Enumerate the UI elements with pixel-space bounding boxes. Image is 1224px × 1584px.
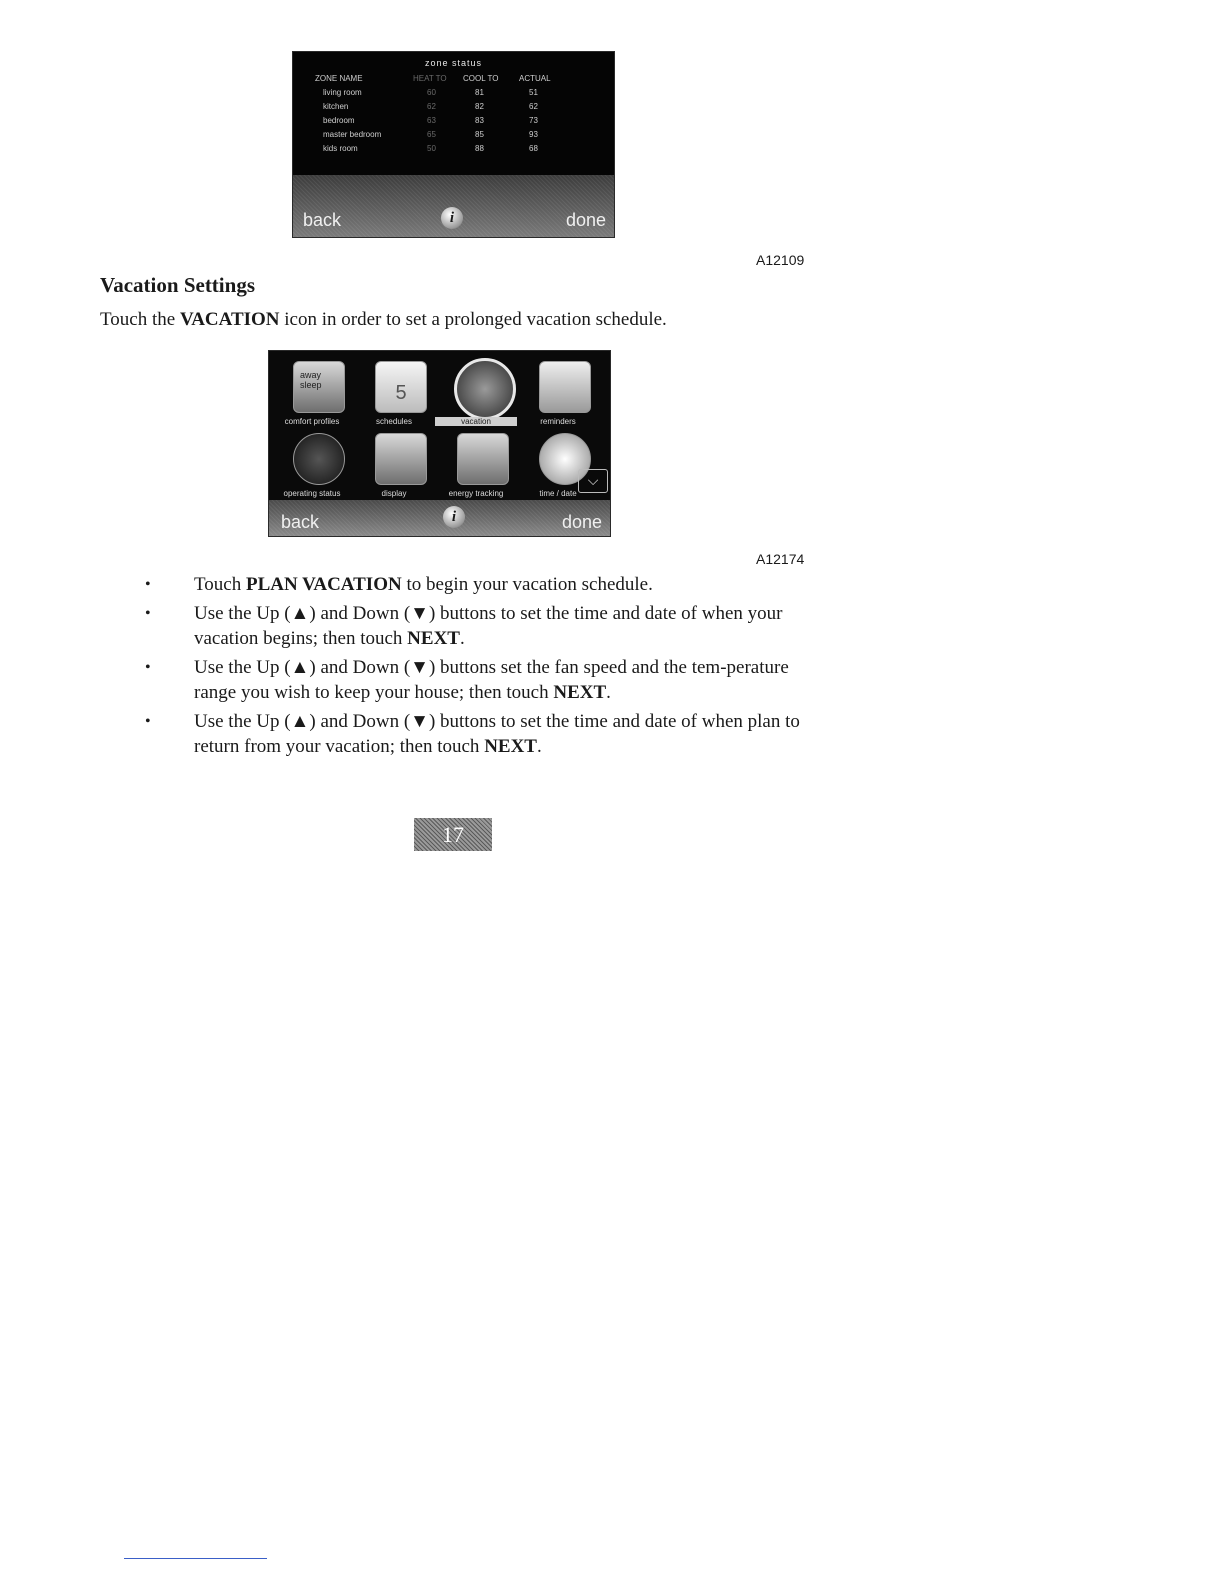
list-item xyxy=(145,601,825,651)
operating-status-button[interactable] xyxy=(271,427,353,502)
info-icon[interactable]: i xyxy=(443,506,465,528)
energy-tracking-button[interactable] xyxy=(435,427,517,502)
comfort-profiles-overlay: away sleep xyxy=(300,370,322,390)
zone-cool-to: 81 xyxy=(475,88,484,97)
zone-actual: 51 xyxy=(529,88,538,97)
display-icon xyxy=(375,433,427,485)
list-item xyxy=(145,655,825,705)
reminders-icon xyxy=(539,361,591,413)
col-header-cool-to: COOL TO xyxy=(463,74,499,83)
intro-text xyxy=(100,309,667,331)
reminders-button[interactable] xyxy=(517,355,599,430)
menu-button-bar xyxy=(269,500,610,536)
intro-prefix: Touch the xyxy=(100,309,180,330)
figure-code: A12109 xyxy=(756,252,805,268)
zone-status-screen xyxy=(292,51,615,238)
zone-name: bedroom xyxy=(323,116,355,125)
step-text: to begin your vacation schedule. xyxy=(401,574,653,595)
zone-status-button-bar xyxy=(293,175,614,237)
zone-cool-to: 82 xyxy=(475,102,484,111)
col-header-zone-name: ZONE NAME xyxy=(315,74,363,83)
step-text: Touch xyxy=(194,574,246,595)
comfort-profiles-icon xyxy=(293,361,345,413)
footer-rule xyxy=(124,1558,267,1559)
intro-keyword: VACATION xyxy=(179,309,280,330)
step-keyword: NEXT xyxy=(553,682,607,703)
gauge-icon xyxy=(293,433,345,485)
zone-cool-to: 83 xyxy=(475,116,484,125)
comfort-profiles-button[interactable] xyxy=(271,355,353,430)
step-keyword: NEXT xyxy=(484,736,537,757)
calendar-icon xyxy=(375,361,427,413)
back-button[interactable]: back xyxy=(303,210,342,230)
step-keyword: PLAN VACATION xyxy=(245,574,402,595)
step-keyword: NEXT xyxy=(407,628,460,649)
step-text: Use the Up (▲) and Down (▼) buttons set the fan speed and the tem-perature range you wish to keep your house; then touch xyxy=(194,657,789,703)
section-heading: Vacation Settings xyxy=(100,273,255,297)
zone-heat-to: 65 xyxy=(427,130,436,139)
list-item xyxy=(145,709,825,759)
zone-heat-to: 60 xyxy=(427,88,436,97)
thermostat-menu-screen xyxy=(268,350,611,537)
zone-name: kitchen xyxy=(323,102,349,111)
palm-tree-icon xyxy=(454,358,516,420)
zone-name: master bedroom xyxy=(323,130,382,139)
menu-label: vacation xyxy=(435,417,517,426)
page-number: 17 xyxy=(414,818,492,851)
info-icon[interactable]: i xyxy=(441,207,463,229)
menu-label: schedules xyxy=(375,417,413,426)
menu-label: comfort profiles xyxy=(284,417,340,426)
zone-actual: 73 xyxy=(529,116,538,125)
zone-heat-to: 50 xyxy=(427,144,436,153)
schedules-button[interactable] xyxy=(353,355,435,430)
zone-actual: 93 xyxy=(529,130,538,139)
step-text: . xyxy=(606,682,611,703)
col-header-actual: ACTUAL xyxy=(519,74,551,83)
display-button[interactable] xyxy=(353,427,435,502)
zone-status-title: zone status xyxy=(424,58,483,68)
menu-label: energy tracking xyxy=(448,489,504,498)
menu-label: operating status xyxy=(283,489,341,498)
menu-label: reminders xyxy=(540,417,576,426)
zone-cool-to: 88 xyxy=(475,144,484,153)
zone-heat-to: 62 xyxy=(427,102,436,111)
intro-suffix: icon in order to set a prolonged vacation schedule. xyxy=(279,309,667,330)
menu-label: time / date xyxy=(539,489,577,498)
vacation-steps-list xyxy=(145,572,825,763)
step-text: . xyxy=(536,736,542,757)
calendar-day: 5 xyxy=(395,382,407,404)
zone-name: kids room xyxy=(323,144,358,153)
col-header-heat-to: HEAT TO xyxy=(413,74,447,83)
more-chevron-icon[interactable]: ⌵ xyxy=(578,469,608,493)
step-text: . xyxy=(459,628,465,649)
menu-label: display xyxy=(381,489,407,498)
step-text: Use the Up (▲) and Down (▼) buttons to set the time and date of when plan to return from your vacation; then touch xyxy=(194,711,800,757)
zone-heat-to: 63 xyxy=(427,116,436,125)
zone-actual: 68 xyxy=(529,144,538,153)
back-button[interactable]: back xyxy=(281,512,320,532)
figure-code: A12174 xyxy=(756,551,805,567)
zone-cool-to: 85 xyxy=(475,130,484,139)
vacation-button[interactable] xyxy=(435,355,517,430)
done-button[interactable]: done xyxy=(561,512,602,532)
list-item xyxy=(145,572,825,597)
done-button[interactable]: done xyxy=(565,210,606,230)
zone-actual: 62 xyxy=(529,102,538,111)
house-chart-icon xyxy=(457,433,509,485)
step-text: Use the Up (▲) and Down (▼) buttons to set the time and date of when your vacation begins; then touch xyxy=(194,603,783,649)
zone-name: living room xyxy=(323,88,362,97)
